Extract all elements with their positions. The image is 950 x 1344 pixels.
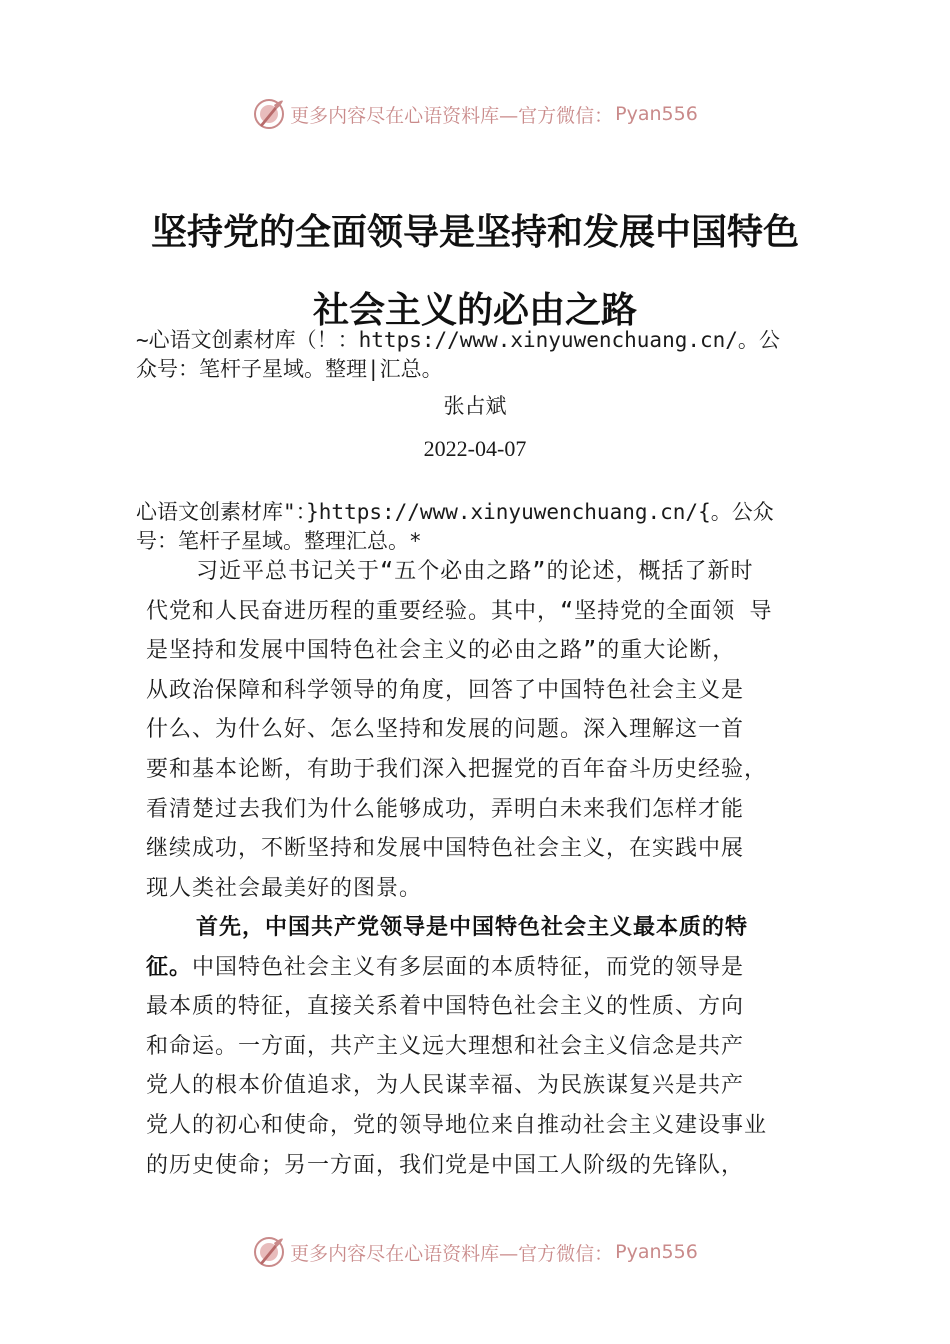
paragraph-line: 的历史使命；另一方面，我们党是中国工人阶级的先锋队， [146, 1152, 745, 1178]
paragraph-line-rest: 中国特色社会主义有多层面的本质特征，而党的领导是 [192, 954, 745, 980]
watermark-banner-top [0, 94, 950, 134]
paragraph-line: 继续成功，不断坚持和发展中国特色社会主义，在实践中展 [146, 836, 745, 862]
paragraph-1 [146, 552, 836, 908]
source-note-1 [136, 326, 836, 384]
paragraph-line: 代党和人民奋进历程的重要经验。其中，“坚持党的全面领 导 [146, 598, 773, 624]
paragraph-2 [146, 908, 836, 1185]
quill-seal-icon [252, 97, 286, 131]
watermark-wechat-id: Pyan556 [615, 103, 698, 125]
paragraph-line: 党人的初心和使命，党的领导地位来自推动社会主义建设事业 [146, 1112, 768, 1138]
watermark-text: 更多内容尽在心语资料库—官方微信： [290, 104, 614, 127]
paragraph-heading-tail: 征。 [146, 954, 193, 980]
paragraph-line: 最本质的特征，直接关系着中国特色社会主义的性质、方向 [146, 994, 745, 1020]
paragraph-heading-line: 首先，中国共产党领导是中国特色社会主义最本质的特 [196, 915, 749, 940]
document-title-line-1: 坚持党的全面领导是坚持和发展中国特色 [150, 211, 799, 253]
watermark-banner-bottom [0, 1232, 950, 1272]
paragraph-line: 习近平总书记关于“五个必由之路”的论述，概括了新时 [196, 559, 754, 584]
paragraph-line: 现人类社会最美好的图景。 [146, 875, 423, 901]
publish-date: 2022-04-07 [423, 436, 527, 461]
paragraph-line: 要和基本论断，有助于我们深入把握党的百年奋斗历史经验， [146, 756, 768, 782]
paragraph-line: 从政治保障和科学领导的角度，回答了中国特色社会主义是 [146, 677, 745, 703]
paragraph-line: 看清楚过去我们为什么能够成功，弄明白未来我们怎样才能 [146, 796, 745, 822]
watermark-wechat-id: Pyan556 [615, 1241, 698, 1263]
source-note-1-line-2: 众号：笔杆子星域。整理|汇总。 [136, 357, 443, 381]
source-note-2-line-1: 心语文创素材库"：}https://www.xinyuwenchuang.cn/{。公众 [136, 500, 774, 524]
author: 张占斌 [443, 394, 507, 418]
source-note-2 [136, 498, 836, 556]
quill-seal-icon [252, 1235, 286, 1269]
paragraph-line: 党人的根本价值追求，为人民谋幸福、为民族谋复兴是共产 [146, 1073, 745, 1099]
source-note-2-line-2: 号：笔杆子星域。整理汇总。* [136, 529, 422, 553]
paragraph-line: 什么、为什么好、怎么坚持和发展的问题。深入理解这一首 [146, 717, 745, 743]
source-note-1-line-1: ~心语文创素材库（！：https://www.xinyuwenchuang.cn/。公 [136, 328, 780, 352]
paragraph-line: 是坚持和发展中国特色社会主义的必由之路”的重大论断， [146, 638, 736, 664]
watermark-text: 更多内容尽在心语资料库—官方微信： [290, 1242, 614, 1265]
paragraph-line [146, 948, 836, 988]
paragraph-line: 和命运。一方面，共产主义远大理想和社会主义信念是共产 [146, 1033, 745, 1059]
document-title-line-2: 社会主义的必由之路 [312, 289, 637, 331]
